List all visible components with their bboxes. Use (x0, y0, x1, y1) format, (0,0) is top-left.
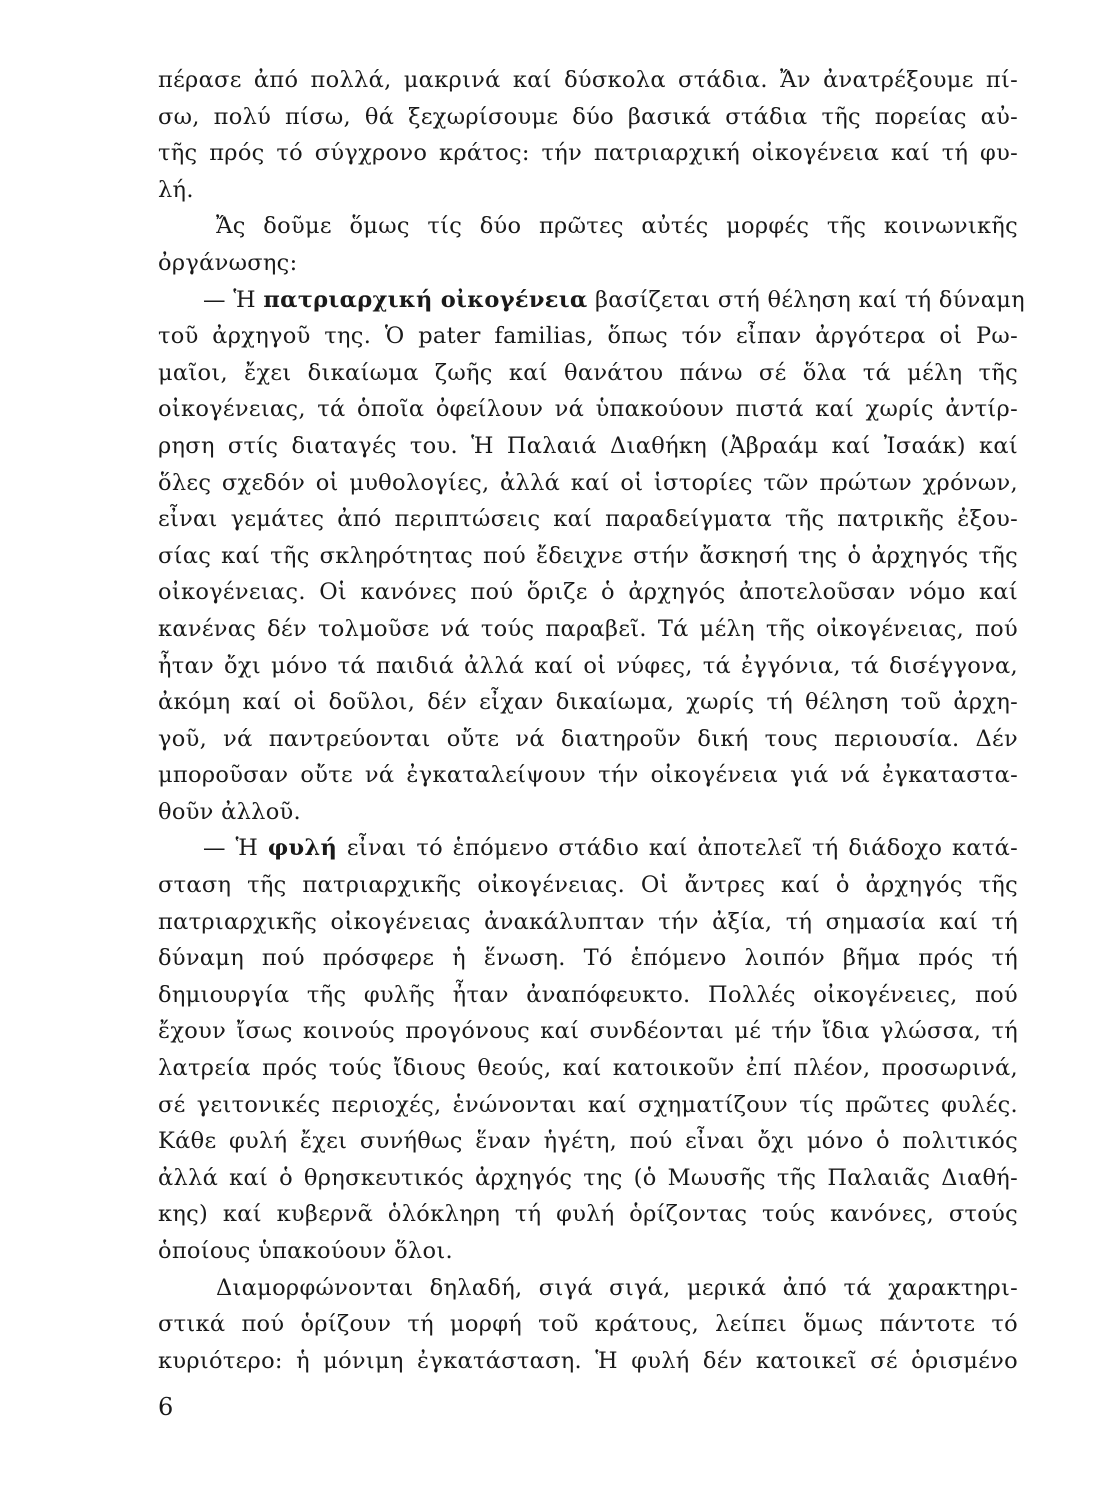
line-rest: εἶναι τό ἑπόμενο στάδιο καί ἀποτελεῖ τή διάδοχο κατά- (337, 835, 1018, 862)
text-line: ἦταν ὄχι μόνο τά παιδιά ἀλλά καί οἱ νύφες, τά ἐγγόνια, τά δισέγγονα, (158, 652, 1018, 679)
text-line (158, 830, 1018, 867)
text-line (158, 282, 1025, 319)
text-line: δημιουργία τῆς φυλῆς ἦταν ἀναπόφευκτο. Πολλές οἰκογένειες, πού (158, 981, 1018, 1008)
text-line: Ἄς δοῦμε ὅμως τίς δύο πρῶτες αὐτές μορφές τῆς κοινωνικῆς (216, 213, 1018, 240)
text-line: ἔχουν ἴσως κοινούς προγόνους καί συνδέονται μέ τήν ἴδια γλώσσα, τή (158, 1018, 1018, 1045)
text-line: γοῦ, νά παντρεύονται οὔτε νά διατηροῦν δική τους περιουσία. Δέν (158, 725, 1018, 752)
text-line: σω, πολύ πίσω, θά ξεχωρίσουμε δύο βασικά στάδια τῆς πορείας αὐ- (158, 103, 1018, 130)
text-line: σταση τῆς πατριαρχικῆς οἰκογένειας. Οἱ ἄντρες καί ὁ ἀρχηγός τῆς (158, 872, 1018, 899)
text-line: σέ γειτονικές περιοχές, ἑνώνονται καί σχηματίζουν τίς πρῶτες φυλές. (158, 1091, 1018, 1118)
text-line: πατριαρχικῆς οἰκογένειας ἀνακάλυπταν τήν ἀξία, τή σημασία καί τή (158, 908, 1018, 935)
term-tribe: φυλή (267, 835, 338, 862)
term-patriarchal-family: πατριαρχική οἰκογένεια (263, 286, 588, 313)
text-line: ὀργάνωσης: (158, 249, 298, 276)
text-line: σίας καί τῆς σκληρότητας πού ἔδειχνε στήν ἄσκησή της ὁ ἀρχηγός τῆς (158, 542, 1018, 569)
text-line: στικά πού ὁρίζουν τή μορφή τοῦ κράτους, λείπει ὅμως πάντοτε τό (158, 1311, 1018, 1338)
dash-prefix: — Ἡ (203, 286, 264, 313)
text-line: οἰκογένειας, τά ὁποῖα ὀφείλουν νά ὑπακούουν πιστά καί χωρίς ἀντίρ- (158, 396, 1018, 423)
text-line: ὅλες σχεδόν οἱ μυθολογίες, ἀλλά καί οἱ ἱστορίες τῶν πρώτων χρόνων, (158, 469, 1018, 496)
page-number: 6 (158, 1393, 174, 1421)
text-line: ἀλλά καί ὁ θρησκευτικός ἀρχηγός της (ὁ Μωυσῆς τῆς Παλαιᾶς Διαθή- (158, 1164, 1018, 1191)
body-text (158, 62, 1025, 1379)
line-rest: βασίζεται στή θέληση καί τή δύναμη (587, 286, 1025, 313)
text-line: ρηση στίς διαταγές του. Ἡ Παλαιά Διαθήκη (Ἀβραάμ καί Ἰσαάκ) καί (158, 432, 1018, 459)
text-line: μποροῦσαν οὔτε νά ἐγκαταλείψουν τήν οἰκογένεια γιά νά ἐγκαταστα- (158, 762, 1018, 789)
text-line: Διαμορφώνονται δηλαδή, σιγά σιγά, μερικά ἀπό τά χαρακτηρι- (216, 1274, 1018, 1301)
text-line: ἀκόμη καί οἱ δοῦλοι, δέν εἶχαν δικαίωμα, χωρίς τή θέληση τοῦ ἀρχη- (158, 689, 1018, 716)
text-line: λατρεία πρός τούς ἴδιους θεούς, καί κατοικοῦν ἐπί πλέον, προσωρινά, (158, 1055, 1018, 1082)
text-line: Κάθε φυλή ἔχει συνήθως ἕναν ἡγέτη, πού εἶναι ὄχι μόνο ὁ πολιτικός (158, 1128, 1018, 1155)
text-line: εἶναι γεμάτες ἀπό περιπτώσεις καί παραδείγματα τῆς πατρικῆς ἐξου- (158, 506, 1018, 533)
text-line: κανένας δέν τολμοῦσε νά τούς παραβεῖ. Τά μέλη τῆς οἰκογένειας, πού (158, 615, 1018, 642)
text-line: θοῦν ἀλλοῦ. (158, 798, 301, 825)
text-line: ὁποίους ὑπακούουν ὅλοι. (158, 1238, 453, 1264)
text-line: τοῦ ἀρχηγοῦ της. Ὁ pater familias, ὅπως τόν εἶπαν ἀργότερα οἱ Ρω- (158, 323, 1018, 350)
text-line: κης) καί κυβερνᾶ ὁλόκληρη τή φυλή ὁρίζοντας τούς κανόνες, στούς (158, 1201, 1018, 1228)
text-line: λή. (158, 176, 194, 203)
text-line: μαῖοι, ἔχει δικαίωμα ζωῆς καί θανάτου πάνω σέ ὅλα τά μέλη τῆς (158, 359, 1018, 386)
text-line: τῆς πρός τό σύγχρονο κράτος: τήν πατριαρχική οἰκογένεια καί τή φυ- (158, 140, 1018, 167)
text-line: πέρασε ἀπό πολλά, μακρινά καί δύσκολα στάδια. Ἄν ἀνατρέξουμε πί- (158, 67, 1018, 93)
dash-prefix: — Ἡ (203, 835, 268, 862)
text-line: δύναμη πού πρόσφερε ἡ ἕνωση. Τό ἑπόμενο λοιπόν βῆμα πρός τή (158, 945, 1018, 972)
text-line: κυριότερο: ἡ μόνιμη ἐγκατάσταση. Ἡ φυλή δέν κατοικεῖ σέ ὁρισμένο (158, 1347, 1018, 1374)
text-line: οἰκογένειας. Οἱ κανόνες πού ὅριζε ὁ ἀρχηγός ἀποτελοῦσαν νόμο καί (158, 579, 1018, 606)
